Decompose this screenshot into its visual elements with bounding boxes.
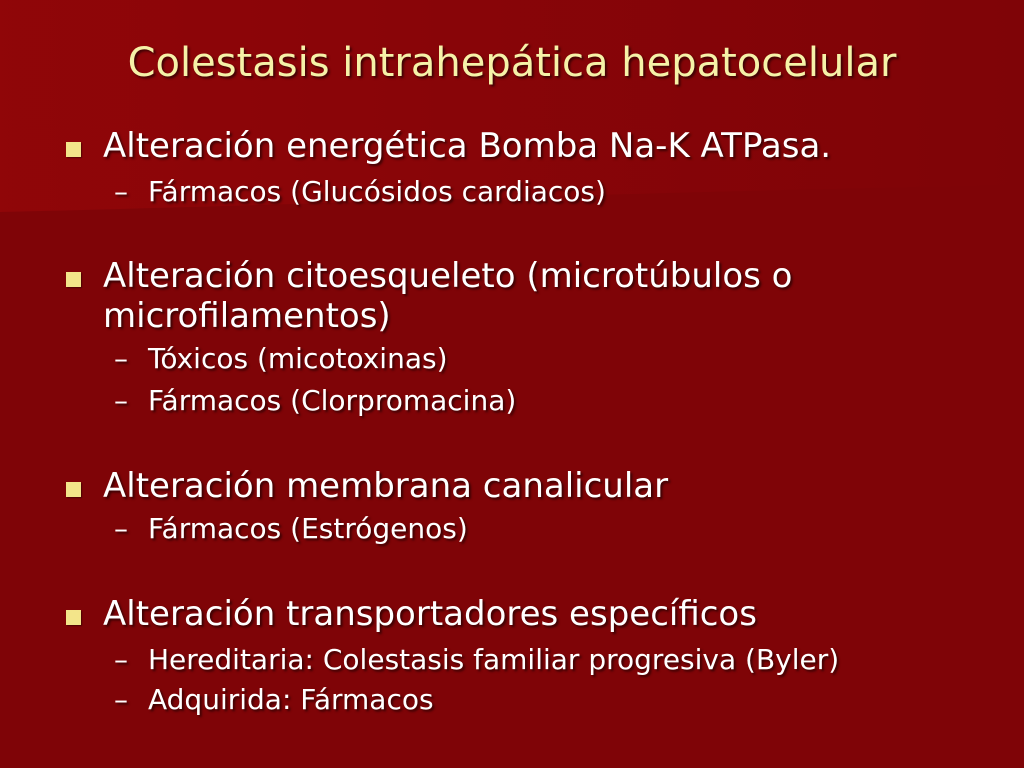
sub-bullet-text: Hereditaria: Colestasis familiar progresiva (Byler)	[148, 643, 840, 676]
sub-bullet	[114, 381, 516, 421]
dash-marker: –	[114, 175, 128, 208]
sub-bullet-text: Fármacos (Clorpromacina)	[148, 384, 517, 417]
dash-marker: –	[114, 342, 128, 375]
sub-bullet	[114, 680, 434, 720]
sub-bullet-text: Fármacos (Estrógenos)	[148, 512, 468, 545]
bullet-text: Alteración membrana canalicular	[103, 466, 669, 506]
bullet-square-icon	[66, 142, 81, 157]
slide-title: Colestasis intrahepática hepatocelular	[127, 40, 897, 86]
bullet-text: Alteración energética Bomba Na-K ATPasa.	[103, 126, 832, 166]
bullet-text-continuation: microfilamentos)	[103, 296, 391, 336]
sub-bullet-text: Adquirida: Fármacos	[148, 683, 434, 716]
sub-bullet-text: Fármacos (Glucósidos cardiacos)	[148, 175, 606, 208]
sub-bullet-text: Tóxicos (micotoxinas)	[148, 342, 448, 375]
dash-marker: –	[114, 512, 128, 545]
dash-marker: –	[114, 683, 128, 716]
bullet-square-icon	[66, 482, 81, 497]
sub-bullet	[114, 509, 468, 549]
sub-bullet	[114, 172, 606, 212]
sub-bullet	[114, 339, 448, 379]
bullet-square-icon	[66, 610, 81, 625]
dash-marker: –	[114, 643, 128, 676]
bullet-square-icon	[66, 272, 81, 287]
sub-bullet	[114, 640, 839, 680]
dash-marker: –	[114, 384, 128, 417]
bullet-text: Alteración transportadores específicos	[103, 594, 757, 634]
bullet-text: Alteración citoesqueleto (microtúbulos o	[103, 256, 793, 296]
